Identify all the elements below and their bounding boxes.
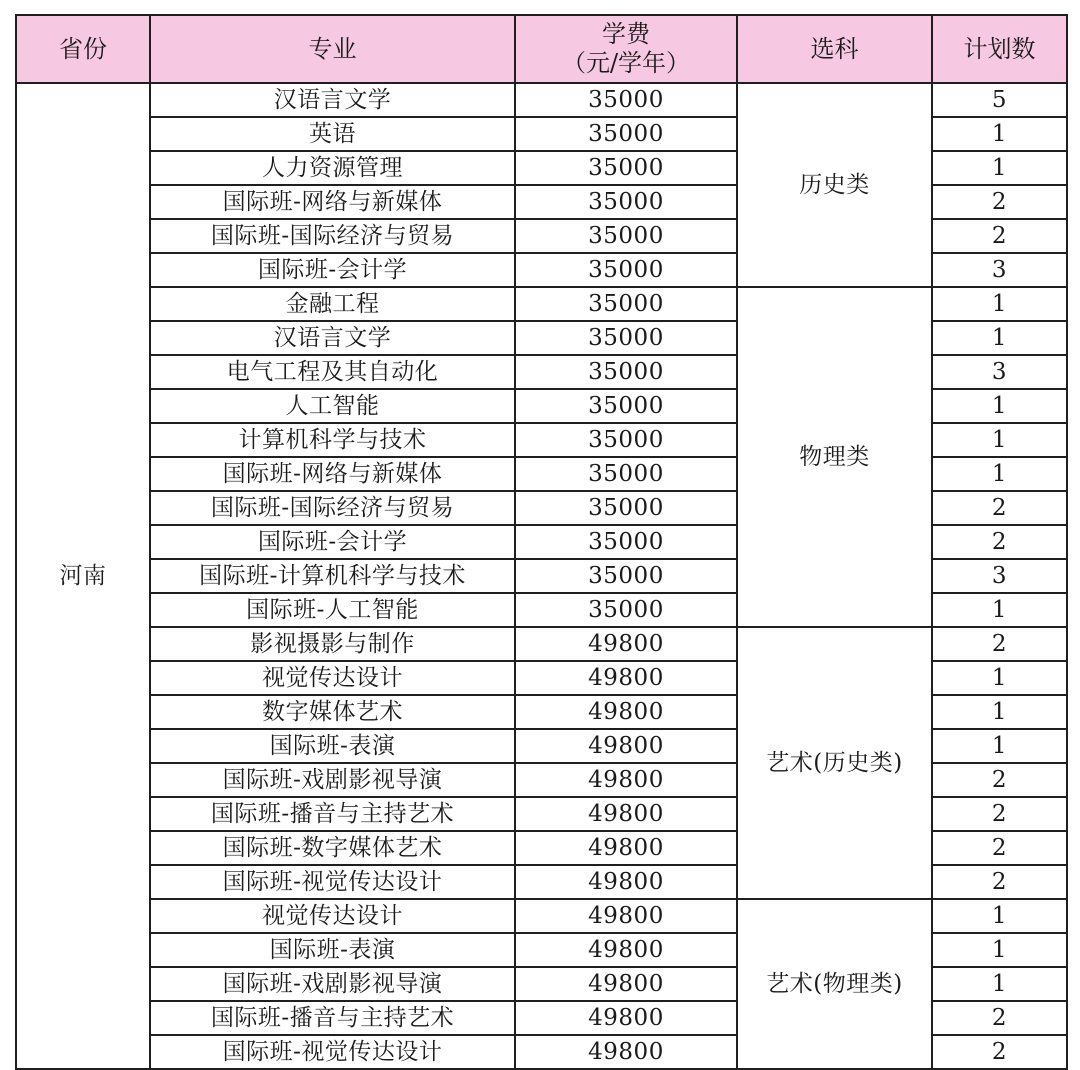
plan-count-cell: 2 bbox=[932, 831, 1067, 865]
fee-cell: 35000 bbox=[515, 253, 737, 287]
subject-group-cell: 历史类 bbox=[737, 83, 932, 287]
major-cell: 国际班-数字媒体艺术 bbox=[150, 831, 515, 865]
major-cell: 国际班-国际经济与贸易 bbox=[150, 491, 515, 525]
major-cell: 国际班-表演 bbox=[150, 729, 515, 763]
fee-cell: 35000 bbox=[515, 491, 737, 525]
plan-count-cell: 1 bbox=[932, 423, 1067, 457]
table-body bbox=[16, 83, 1067, 1069]
major-cell: 计算机科学与技术 bbox=[150, 423, 515, 457]
major-cell: 国际班-播音与主持艺术 bbox=[150, 1001, 515, 1035]
enrollment-plan-table-container bbox=[15, 14, 1066, 1065]
plan-count-cell: 2 bbox=[932, 1035, 1067, 1069]
plan-count-cell: 3 bbox=[932, 355, 1067, 389]
subject-group-cell: 艺术(历史类) bbox=[737, 627, 932, 899]
fee-cell: 35000 bbox=[515, 389, 737, 423]
plan-count-cell: 2 bbox=[932, 525, 1067, 559]
major-cell: 英语 bbox=[150, 117, 515, 151]
major-cell: 人力资源管理 bbox=[150, 151, 515, 185]
fee-cell: 35000 bbox=[515, 457, 737, 491]
fee-cell: 35000 bbox=[515, 355, 737, 389]
header-major: 专业 bbox=[150, 15, 515, 83]
table-row bbox=[16, 287, 1067, 321]
fee-cell: 49800 bbox=[515, 899, 737, 933]
plan-count-cell: 1 bbox=[932, 967, 1067, 1001]
plan-count-cell: 1 bbox=[932, 117, 1067, 151]
fee-cell: 49800 bbox=[515, 695, 737, 729]
table-row bbox=[16, 899, 1067, 933]
plan-count-cell: 1 bbox=[932, 593, 1067, 627]
major-cell: 国际班-国际经济与贸易 bbox=[150, 219, 515, 253]
plan-count-cell: 2 bbox=[932, 865, 1067, 899]
fee-cell: 35000 bbox=[515, 423, 737, 457]
fee-cell: 35000 bbox=[515, 559, 737, 593]
fee-cell: 35000 bbox=[515, 83, 737, 117]
major-cell: 国际班-播音与主持艺术 bbox=[150, 797, 515, 831]
fee-cell: 49800 bbox=[515, 729, 737, 763]
major-cell: 国际班-计算机科学与技术 bbox=[150, 559, 515, 593]
fee-cell: 35000 bbox=[515, 321, 737, 355]
plan-count-cell: 1 bbox=[932, 899, 1067, 933]
table-row bbox=[16, 83, 1067, 117]
plan-count-cell: 1 bbox=[932, 321, 1067, 355]
fee-cell: 49800 bbox=[515, 661, 737, 695]
major-cell: 国际班-视觉传达设计 bbox=[150, 1035, 515, 1069]
plan-count-cell: 3 bbox=[932, 253, 1067, 287]
major-cell: 汉语言文学 bbox=[150, 321, 515, 355]
major-cell: 人工智能 bbox=[150, 389, 515, 423]
enrollment-plan-table bbox=[15, 14, 1068, 1070]
header-row bbox=[16, 15, 1067, 83]
subject-group-cell: 艺术(物理类) bbox=[737, 899, 932, 1069]
major-cell: 国际班-人工智能 bbox=[150, 593, 515, 627]
plan-count-cell: 2 bbox=[932, 797, 1067, 831]
major-cell: 国际班-会计学 bbox=[150, 253, 515, 287]
fee-cell: 35000 bbox=[515, 287, 737, 321]
table-header bbox=[16, 15, 1067, 83]
major-cell: 影视摄影与制作 bbox=[150, 627, 515, 661]
fee-cell: 49800 bbox=[515, 1001, 737, 1035]
fee-cell: 49800 bbox=[515, 967, 737, 1001]
plan-count-cell: 1 bbox=[932, 933, 1067, 967]
major-cell: 国际班-视觉传达设计 bbox=[150, 865, 515, 899]
header-province: 省份 bbox=[16, 15, 150, 83]
plan-count-cell: 1 bbox=[932, 151, 1067, 185]
major-cell: 金融工程 bbox=[150, 287, 515, 321]
plan-count-cell: 1 bbox=[932, 389, 1067, 423]
major-cell: 汉语言文学 bbox=[150, 83, 515, 117]
plan-count-cell: 1 bbox=[932, 457, 1067, 491]
plan-count-cell: 2 bbox=[932, 627, 1067, 661]
header-fee-unit: （元/学年） bbox=[561, 49, 691, 77]
plan-count-cell: 2 bbox=[932, 219, 1067, 253]
fee-cell: 49800 bbox=[515, 831, 737, 865]
fee-cell: 35000 bbox=[515, 151, 737, 185]
plan-count-cell: 2 bbox=[932, 1001, 1067, 1035]
major-cell: 电气工程及其自动化 bbox=[150, 355, 515, 389]
fee-cell: 35000 bbox=[515, 593, 737, 627]
plan-count-cell: 1 bbox=[932, 287, 1067, 321]
province-cell: 河南 bbox=[16, 83, 150, 1069]
fee-cell: 35000 bbox=[515, 117, 737, 151]
plan-count-cell: 5 bbox=[932, 83, 1067, 117]
major-cell: 国际班-戏剧影视导演 bbox=[150, 967, 515, 1001]
header-fee bbox=[515, 15, 737, 83]
major-cell: 国际班-会计学 bbox=[150, 525, 515, 559]
fee-cell: 49800 bbox=[515, 627, 737, 661]
plan-count-cell: 2 bbox=[932, 763, 1067, 797]
fee-cell: 35000 bbox=[515, 219, 737, 253]
fee-cell: 35000 bbox=[515, 525, 737, 559]
plan-count-cell: 2 bbox=[932, 185, 1067, 219]
plan-count-cell: 1 bbox=[932, 729, 1067, 763]
fee-cell: 49800 bbox=[515, 763, 737, 797]
major-cell: 国际班-网络与新媒体 bbox=[150, 457, 515, 491]
fee-cell: 49800 bbox=[515, 933, 737, 967]
subject-group-cell: 物理类 bbox=[737, 287, 932, 627]
fee-cell: 49800 bbox=[515, 797, 737, 831]
table-row bbox=[16, 627, 1067, 661]
header-plan: 计划数 bbox=[932, 15, 1067, 83]
plan-count-cell: 3 bbox=[932, 559, 1067, 593]
major-cell: 视觉传达设计 bbox=[150, 661, 515, 695]
fee-cell: 49800 bbox=[515, 865, 737, 899]
fee-cell: 35000 bbox=[515, 185, 737, 219]
fee-cell: 49800 bbox=[515, 1035, 737, 1069]
major-cell: 国际班-表演 bbox=[150, 933, 515, 967]
plan-count-cell: 1 bbox=[932, 695, 1067, 729]
major-cell: 国际班-戏剧影视导演 bbox=[150, 763, 515, 797]
header-subject: 选科 bbox=[737, 15, 932, 83]
header-fee-title: 学费 bbox=[602, 20, 650, 48]
major-cell: 数字媒体艺术 bbox=[150, 695, 515, 729]
plan-count-cell: 1 bbox=[932, 661, 1067, 695]
plan-count-cell: 2 bbox=[932, 491, 1067, 525]
major-cell: 视觉传达设计 bbox=[150, 899, 515, 933]
major-cell: 国际班-网络与新媒体 bbox=[150, 185, 515, 219]
